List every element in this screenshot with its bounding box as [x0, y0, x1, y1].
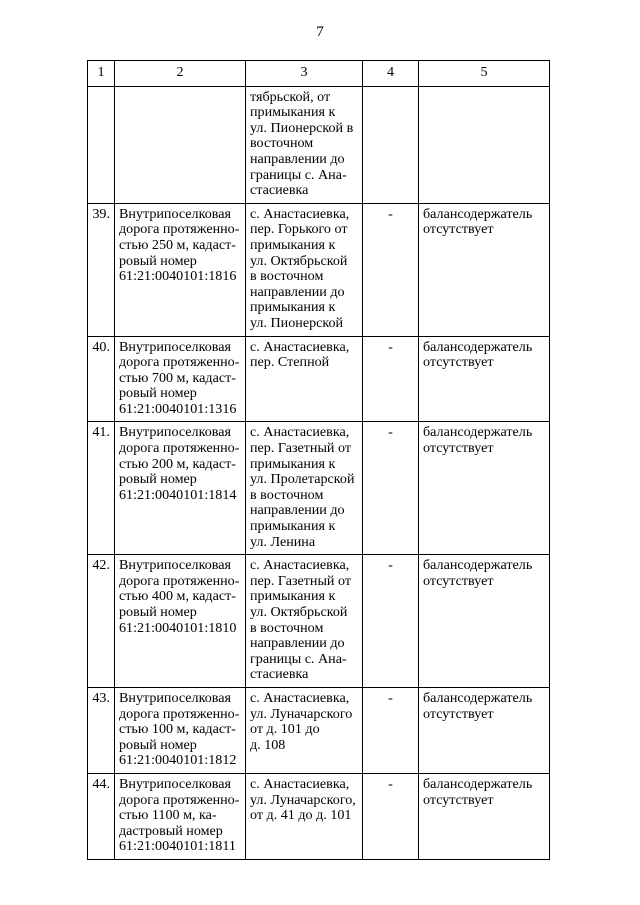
header-cell-1: 1: [88, 61, 115, 87]
location-line: от д. 41 до д. 101: [250, 807, 352, 824]
column-4-cell: -: [363, 422, 419, 555]
location-cell: [246, 86, 363, 203]
holder-line: отсутствует: [423, 791, 494, 808]
object-name-line: ровый номер: [119, 604, 197, 620]
column-4-cell: -: [363, 336, 419, 422]
location-line: ул. Октябрьской: [250, 252, 348, 269]
holder-cell: [419, 773, 550, 859]
location-line: в восточном: [250, 486, 324, 503]
object-name-line: ровый номер: [119, 736, 197, 753]
holder-line: балансодержатель: [423, 689, 533, 706]
location-cell: [246, 336, 363, 422]
location-line: направлении до: [250, 283, 345, 300]
object-name-line: 61:21:0040101:1810: [119, 619, 237, 636]
location-line: направлении до: [250, 635, 345, 652]
row-number-cell: [88, 86, 115, 203]
location-cell: [246, 773, 363, 859]
location-line: в восточном: [250, 619, 324, 636]
location-line: в восточном: [250, 268, 324, 285]
location-line: ул. Луначарского,: [250, 791, 356, 808]
location-line: ул. Луначарского: [250, 705, 353, 722]
object-name-cell: [115, 203, 246, 336]
holder-line: балансодержатель: [423, 424, 533, 441]
holder-line: балансодержатель: [423, 338, 533, 355]
object-name-line: ровый номер: [119, 471, 197, 488]
location-line: тябрьской, от: [250, 88, 331, 105]
location-line: с. Анастасиевка,: [250, 557, 350, 574]
location-line: направлении до: [250, 150, 345, 167]
location-line: пер. Газетный от: [250, 440, 352, 457]
page-number: 7: [316, 24, 324, 40]
location-line: примыкания к: [250, 299, 336, 316]
object-name-line: дорога протяженно-: [119, 572, 240, 589]
holder-cell: [419, 687, 550, 773]
location-line: от д. 101 до: [250, 721, 320, 738]
holder-line: балансодержатель: [423, 205, 533, 222]
location-line: направлении до: [250, 502, 345, 519]
location-line: примыкания к: [250, 236, 336, 253]
location-line: границы с. Ана-: [250, 650, 347, 667]
holder-line: отсутствует: [423, 705, 494, 722]
header-cell-4: 4: [363, 61, 419, 87]
object-name-line: дорога протяженно-: [119, 705, 240, 722]
row-number-cell: 42.: [88, 555, 115, 688]
header-row: [88, 61, 550, 87]
location-cell: [246, 687, 363, 773]
location-line: с. Анастасиевка,: [250, 205, 350, 222]
holder-cell: [419, 86, 550, 203]
row-number-cell: 40.: [88, 336, 115, 422]
object-name-line: дорога протяженно-: [119, 791, 240, 808]
object-name-line: Внутрипоселковая: [119, 689, 231, 706]
object-name-cell: [115, 687, 246, 773]
object-name-line: стью 250 м, кадаст-: [119, 236, 236, 253]
object-name-line: 61:21:0040101:1812: [119, 752, 237, 769]
object-name-line: стью 700 м, кадаст-: [119, 369, 236, 386]
column-4-cell: -: [363, 687, 419, 773]
object-name-line: Внутрипоселковая: [119, 205, 231, 222]
location-line: стасиевка: [250, 666, 309, 683]
object-name-line: 61:21:0040101:1816: [119, 268, 237, 285]
location-line: ул. Пионерской: [250, 314, 344, 331]
holder-line: балансодержатель: [423, 775, 533, 792]
location-line: восточном: [250, 135, 314, 152]
holder-line: отсутствует: [423, 354, 494, 371]
object-name-line: Внутрипоселковая: [119, 557, 231, 574]
column-4-cell: -: [363, 773, 419, 859]
object-name-line: Внутрипоселковая: [119, 424, 231, 441]
table-row: [88, 203, 550, 336]
table-row: [88, 687, 550, 773]
object-name-cell: [115, 422, 246, 555]
location-line: ул. Октябрьской: [250, 604, 348, 620]
object-name-line: дастровый номер: [119, 822, 223, 839]
object-name-cell: [115, 773, 246, 859]
table-row: [88, 773, 550, 859]
row-number-cell: 44.: [88, 773, 115, 859]
object-name-cell: [115, 86, 246, 203]
table-row: [88, 422, 550, 555]
object-name-cell: [115, 336, 246, 422]
object-name-line: ровый номер: [119, 385, 197, 402]
object-name-line: ровый номер: [119, 252, 197, 269]
location-line: ул. Ленина: [250, 533, 316, 550]
object-name-line: стью 1100 м, ка-: [119, 807, 217, 824]
object-name-line: дорога протяженно-: [119, 440, 240, 457]
location-line: примыкания к: [250, 455, 336, 472]
location-line: с. Анастасиевка,: [250, 424, 350, 441]
holder-line: балансодержатель: [423, 557, 533, 574]
holder-cell: [419, 422, 550, 555]
table-row: [88, 555, 550, 688]
object-name-line: дорога протяженно-: [119, 221, 240, 238]
holder-line: отсутствует: [423, 572, 494, 589]
location-line: стасиевка: [250, 182, 309, 199]
location-line: с. Анастасиевка,: [250, 338, 350, 355]
holder-line: отсутствует: [423, 221, 494, 238]
header-cell-3: 3: [246, 61, 363, 87]
location-cell: [246, 555, 363, 688]
object-name-line: Внутрипоселковая: [119, 775, 231, 792]
holder-cell: [419, 203, 550, 336]
location-line: ул. Пионерской в: [250, 119, 354, 136]
location-line: примыкания к: [250, 104, 336, 121]
object-name-line: стью 400 м, кадаст-: [119, 588, 236, 605]
header-cell-5: 5: [419, 61, 550, 87]
object-name-line: дорога протяженно-: [119, 354, 240, 371]
column-4-cell: -: [363, 203, 419, 336]
location-line: пер. Газетный от: [250, 572, 352, 589]
object-name-line: стью 200 м, кадаст-: [119, 455, 236, 472]
object-name-line: 61:21:0040101:1811: [119, 838, 236, 855]
object-name-line: 61:21:0040101:1316: [119, 400, 237, 417]
registry-table: [87, 60, 550, 860]
location-line: с. Анастасиевка,: [250, 689, 350, 706]
row-number-cell: 39.: [88, 203, 115, 336]
row-number-cell: 41.: [88, 422, 115, 555]
location-line: границы с. Ана-: [250, 166, 347, 183]
location-cell: [246, 422, 363, 555]
holder-line: отсутствует: [423, 440, 494, 457]
location-line: примыкания к: [250, 588, 336, 605]
table-row: [88, 86, 550, 203]
location-cell: [246, 203, 363, 336]
row-number-cell: 43.: [88, 687, 115, 773]
location-line: пер. Горького от: [250, 221, 348, 238]
table-row: [88, 336, 550, 422]
object-name-line: Внутрипоселковая: [119, 338, 231, 355]
holder-cell: [419, 555, 550, 688]
header-cell-2: 2: [115, 61, 246, 87]
location-line: с. Анастасиевка,: [250, 775, 350, 792]
column-4-cell: [363, 86, 419, 203]
object-name-line: 61:21:0040101:1814: [119, 486, 237, 503]
location-line: пер. Степной: [250, 354, 330, 371]
location-line: ул. Пролетарской: [250, 471, 355, 488]
column-4-cell: -: [363, 555, 419, 688]
object-name-line: стью 100 м, кадаст-: [119, 721, 236, 738]
object-name-cell: [115, 555, 246, 688]
location-line: примыкания к: [250, 518, 336, 535]
location-line: д. 108: [250, 736, 286, 753]
holder-cell: [419, 336, 550, 422]
